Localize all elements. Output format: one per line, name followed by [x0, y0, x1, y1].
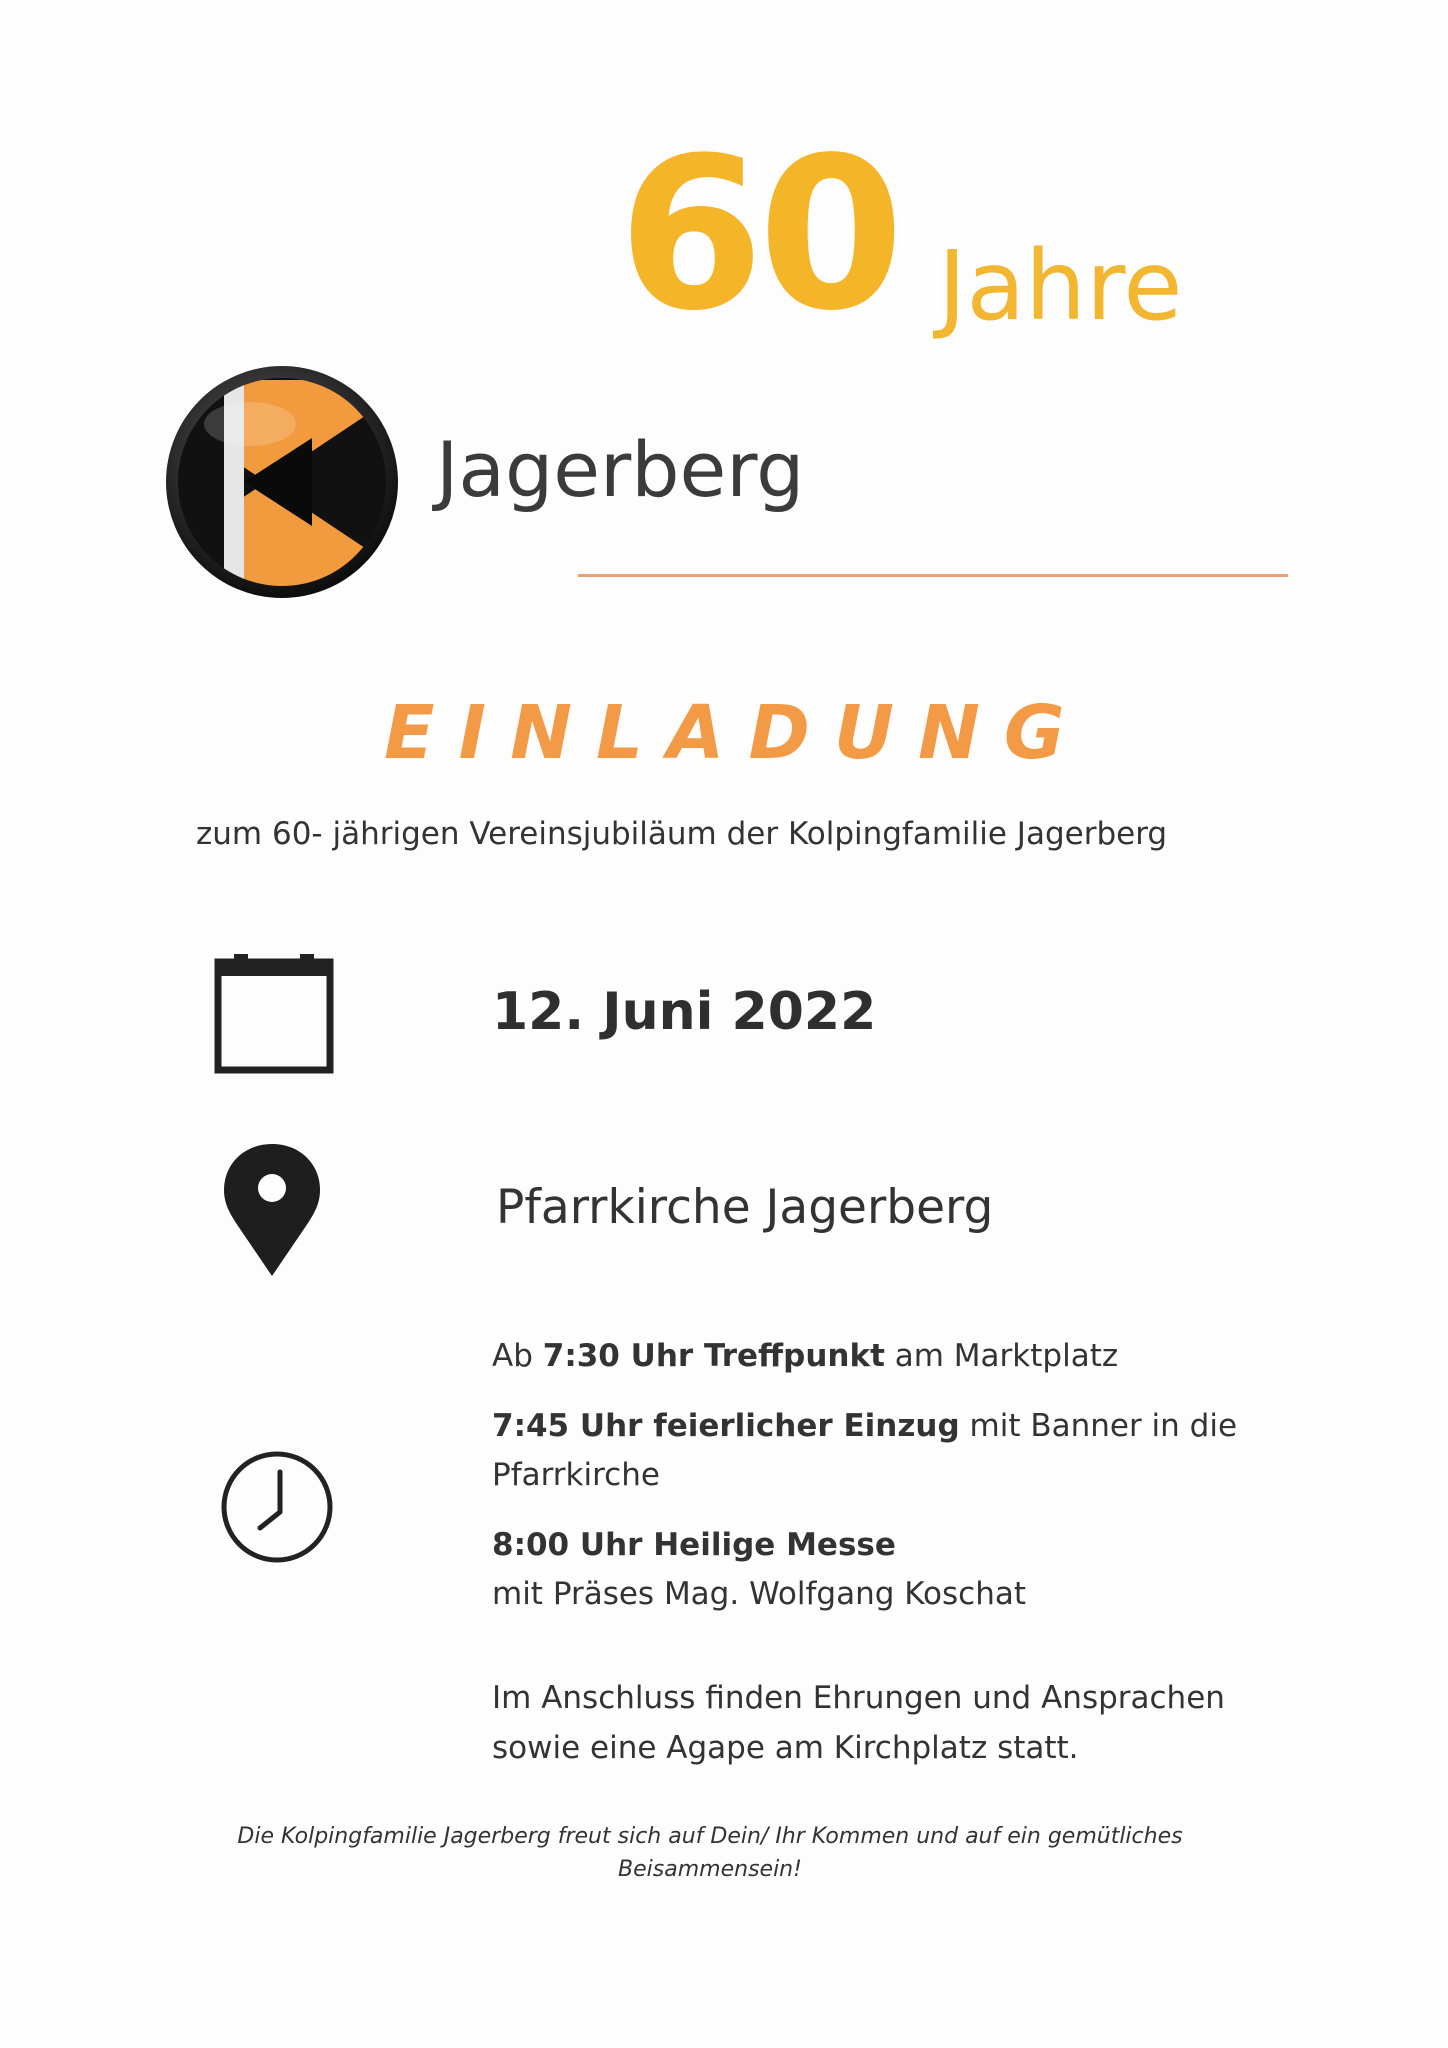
- schedule-item-mass-celebrant: mit Präses Mag. Wolfgang Koschat: [492, 1576, 1026, 1613]
- calendar-icon: [214, 952, 334, 1074]
- schedule-item-meeting-time: 7:30 Uhr Treffpunkt: [542, 1338, 885, 1374]
- schedule-item-procession: [492, 1402, 1252, 1501]
- footer-note: [180, 1820, 1240, 1886]
- anniversary-word: Jahre: [938, 230, 1183, 342]
- map-pin-icon: [220, 1140, 324, 1280]
- footer-line2: Beisammensein!: [618, 1857, 802, 1882]
- event-date: 12. Juni 2022: [492, 982, 877, 1042]
- schedule-item-meeting-prefix: Ab: [492, 1338, 543, 1374]
- schedule-closing: [492, 1674, 1252, 1773]
- brand-underline: [578, 574, 1288, 577]
- event-location: Pfarrkirche Jagerberg: [496, 1180, 994, 1235]
- brand-name: Jagerberg: [436, 425, 805, 514]
- footer-line1: Die Kolpingfamilie Jagerberg freut sich auf Dein/ Ihr Kommen und auf ein gemütliches: [237, 1824, 1183, 1849]
- invitation-title: EINLADUNG: [384, 690, 1089, 776]
- schedule-closing-line1: Im Anschluss finden Ehrungen und Ansprachen: [492, 1679, 1225, 1716]
- schedule-item-procession-suffix: mit Banner in die Pfarrkirche: [492, 1407, 1238, 1494]
- schedule-closing-line2: sowie eine Agape am Kirchplatz statt.: [492, 1729, 1079, 1766]
- schedule-item-procession-time: 7:45 Uhr feierlicher Einzug: [492, 1407, 960, 1444]
- schedule-item-meeting: [492, 1332, 1252, 1382]
- schedule-item-meeting-suffix: am Marktplatz: [884, 1338, 1119, 1374]
- anniversary-number: 60: [618, 112, 899, 357]
- clock-icon: [218, 1448, 336, 1566]
- schedule: [492, 1332, 1252, 1793]
- invitation-subtitle: zum 60- jährigen Vereinsjubiläum der Kolpingfamilie Jagerberg: [196, 816, 1168, 852]
- schedule-item-mass: [492, 1521, 1252, 1620]
- kolping-k-logo-icon: [162, 362, 402, 602]
- schedule-item-mass-time: 8:00 Uhr Heilige Messe: [492, 1526, 896, 1563]
